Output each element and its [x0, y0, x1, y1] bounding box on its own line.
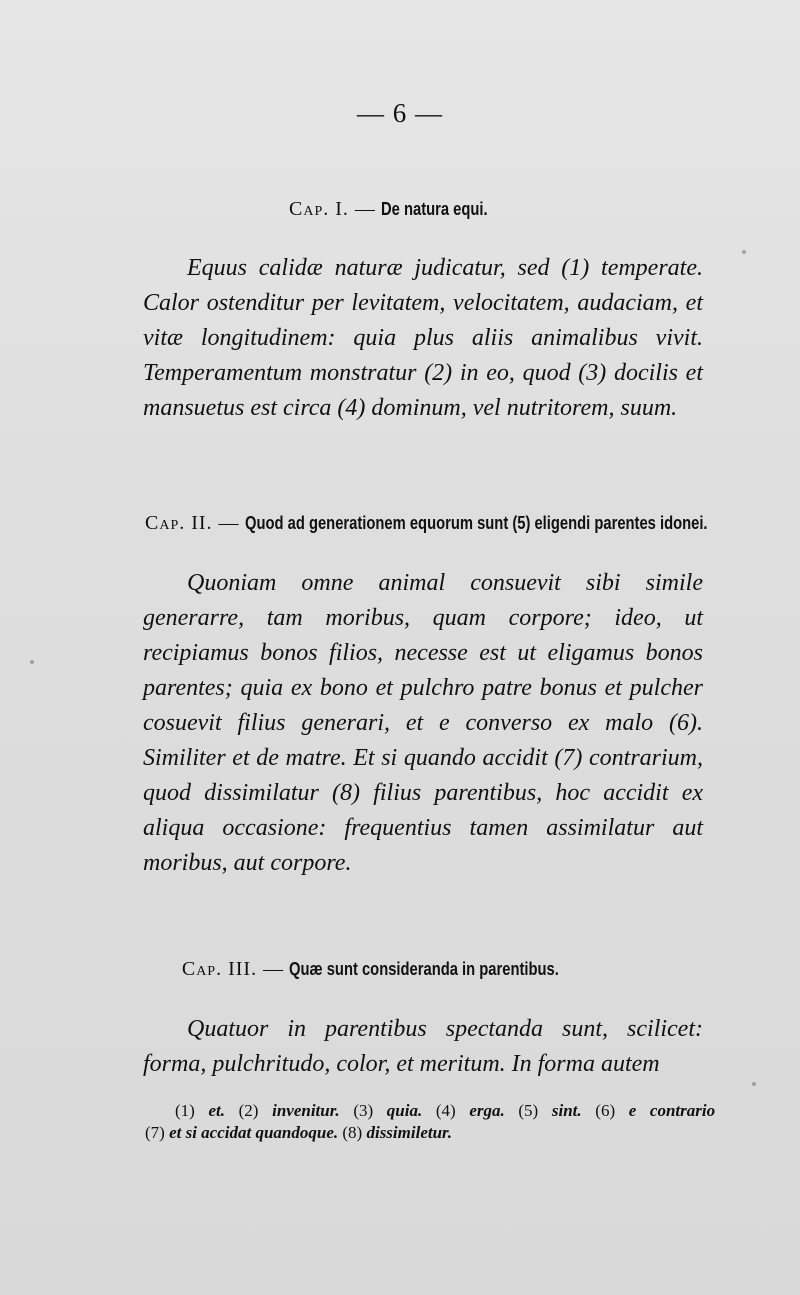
chapter-number: Cap. III. —: [181, 958, 285, 980]
chapter-number: Cap. I. —: [289, 198, 376, 220]
footnotes: [145, 1100, 715, 1144]
footnote-number: (4): [435, 1101, 456, 1120]
footnote-text: dissimiletur.: [366, 1123, 452, 1142]
footnote-number: (7): [145, 1123, 165, 1142]
chapter-text-2: Quoniam omne animal consuevit sibi simile generarre, tam moribus, quam corpore; ideo, ut recipiamus bonos filios, necesse est ut eligamus bonos parentes; quia ex bono et pulchro patre bonus et pulcher cosuevit filius generari, et e converso ex malo (6). Similiter et de matre. Et si quando accidit (7) contrarium, quod dissimilatur (8) filius parentibus, hoc accidit ex aliqua occasione: frequentius tamen assimilatur aut moribus, aut corpore.: [143, 570, 703, 876]
page-number: — 6 —: [357, 98, 443, 128]
footnote-text: invenitur.: [272, 1101, 340, 1120]
chapter-text-1: Equus calidæ naturæ judicatur, sed (1) temperate. Calor ostenditur per levitatem, velocitatem, audaciam, et vitæ longitudinem: quia plus aliis animalibus vivit. Temperamentum monstratur (2) in eo, quod (3) docilis et mansuetus est circa (4) dominum, vel nutritorem, suum.: [143, 255, 703, 421]
chapter-title: Quod ad generationem equorum sunt (5) eligendi parentes idonei.: [244, 513, 708, 533]
paper-speck: [752, 1082, 756, 1086]
footnote-line-2: [145, 1122, 715, 1144]
footnote-text: e contrario: [628, 1101, 716, 1120]
footnote-text: sint.: [551, 1101, 582, 1120]
chapter-number: Cap. II. —: [145, 512, 240, 534]
paper-speck: [742, 250, 746, 254]
footnote-text: et si accidat quandoque.: [169, 1123, 339, 1142]
footnote-text: et.: [208, 1101, 225, 1120]
chapter-heading-2: [145, 512, 745, 535]
footnote-number: (1): [175, 1101, 195, 1120]
footnote-number: (6): [595, 1101, 616, 1120]
footnote-number: (5): [518, 1101, 539, 1120]
chapter-text-3: Quatuor in parentibus spectanda sunt, scilicet: forma, pulchritudo, color, et meritum. In forma autem: [143, 1016, 703, 1077]
footnote-number: (3): [353, 1101, 374, 1120]
chapter-title: Quæ sunt consideranda in parentibus.: [289, 959, 559, 979]
footnote-number: (2): [238, 1101, 259, 1120]
footnote-text: erga.: [469, 1101, 505, 1120]
chapter-heading-1: [0, 198, 800, 221]
chapter-heading-3: [0, 958, 800, 981]
footnote-line-1: [145, 1100, 715, 1122]
footnote-number: (8): [342, 1123, 363, 1142]
footnote-text: quia.: [386, 1101, 423, 1120]
paper-speck: [30, 660, 34, 664]
chapter-title: De natura equi.: [380, 199, 488, 219]
